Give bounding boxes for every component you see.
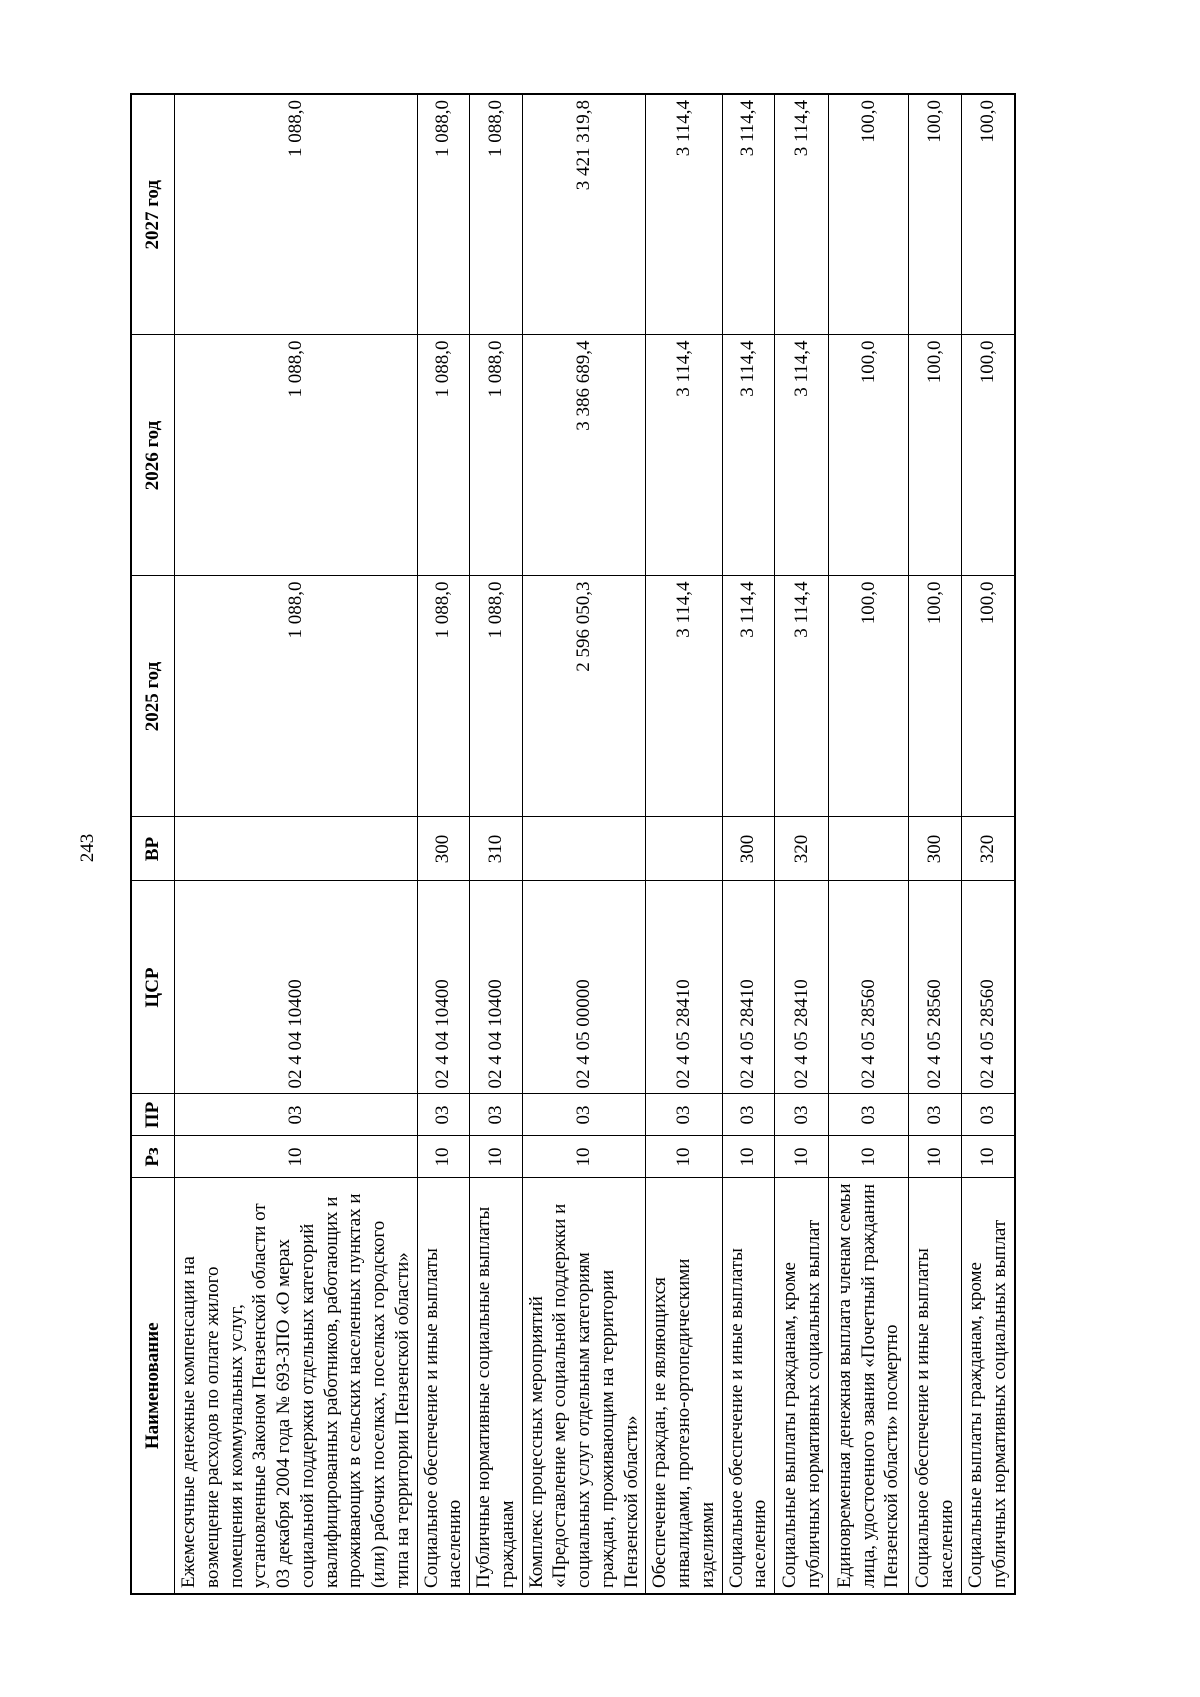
cell-vr (829, 817, 909, 881)
cell-csr: 02 4 04 10400 (175, 881, 418, 1094)
cell-name: Социальное обеспечение и иные выплаты населению (417, 1178, 470, 1594)
cell-pr: 03 (646, 1094, 722, 1136)
cell-2025: 3 114,4 (722, 576, 775, 817)
cell-2026: 3 114,4 (722, 335, 775, 576)
cell-rz: 10 (646, 1136, 722, 1178)
cell-rz: 10 (909, 1136, 962, 1178)
table-row (909, 94, 962, 1594)
cell-2025: 100,0 (829, 576, 909, 817)
header-2025: 2025 год (131, 576, 175, 817)
cell-pr: 03 (775, 1094, 829, 1136)
cell-csr: 02 4 05 28410 (646, 881, 722, 1094)
cell-pr: 03 (470, 1094, 523, 1136)
cell-pr: 03 (522, 1094, 646, 1136)
cell-2027: 1 088,0 (470, 94, 523, 335)
cell-2026: 100,0 (909, 335, 962, 576)
cell-vr: 300 (909, 817, 962, 881)
cell-rz: 10 (175, 1136, 418, 1178)
cell-rz: 10 (417, 1136, 470, 1178)
page-number: 243 (77, 833, 98, 863)
cell-pr: 03 (417, 1094, 470, 1136)
cell-rz: 10 (470, 1136, 523, 1178)
cell-name: Публичные нормативные социальные выплаты гражданам (470, 1178, 523, 1594)
cell-2026: 3 114,4 (646, 335, 722, 576)
cell-vr: 310 (470, 817, 523, 881)
table-wrapper (130, 95, 1010, 1595)
cell-vr: 320 (775, 817, 829, 881)
cell-rz: 10 (522, 1136, 646, 1178)
cell-2025: 3 114,4 (775, 576, 829, 817)
cell-2025: 2 596 050,3 (522, 576, 646, 817)
header-csr: ЦСР (131, 881, 175, 1094)
cell-pr: 03 (175, 1094, 418, 1136)
cell-vr: 320 (961, 817, 1015, 881)
cell-2025: 100,0 (909, 576, 962, 817)
cell-name: Комплекс процессных мероприятий «Предоставление мер социальной поддержки и социальных услуг отдельным категориям граждан, проживающим на территории Пензенской области» (522, 1178, 646, 1594)
cell-vr: 300 (722, 817, 775, 881)
table-header-row (131, 94, 175, 1594)
table-row (470, 94, 523, 1594)
cell-rz: 10 (829, 1136, 909, 1178)
cell-name: Социальное обеспечение и иные выплаты населению (722, 1178, 775, 1594)
cell-pr: 03 (829, 1094, 909, 1136)
cell-csr: 02 4 05 28560 (909, 881, 962, 1094)
cell-2026: 3 114,4 (775, 335, 829, 576)
cell-2026: 1 088,0 (175, 335, 418, 576)
cell-csr: 02 4 05 00000 (522, 881, 646, 1094)
budget-table (130, 93, 1016, 1595)
table-row (961, 94, 1015, 1594)
cell-vr: 300 (417, 817, 470, 881)
cell-2027: 3 114,4 (646, 94, 722, 335)
cell-2026: 1 088,0 (417, 335, 470, 576)
header-vr: ВР (131, 817, 175, 881)
cell-name: Социальные выплаты гражданам, кроме публичных нормативных социальных выплат (775, 1178, 829, 1594)
cell-vr (522, 817, 646, 881)
cell-2026: 100,0 (961, 335, 1015, 576)
cell-csr: 02 4 05 28410 (775, 881, 829, 1094)
table-row (175, 94, 418, 1594)
header-name: Наименование (131, 1178, 175, 1594)
cell-rz: 10 (961, 1136, 1015, 1178)
cell-name: Обеспечение граждан, не являющихся инвалидами, протезно-ортопедическими изделиями (646, 1178, 722, 1594)
cell-2026: 3 386 689,4 (522, 335, 646, 576)
cell-csr: 02 4 05 28410 (722, 881, 775, 1094)
cell-pr: 03 (722, 1094, 775, 1136)
cell-name: Социальное обеспечение и иные выплаты населению (909, 1178, 962, 1594)
cell-2025: 1 088,0 (175, 576, 418, 817)
cell-vr (175, 817, 418, 881)
cell-pr: 03 (961, 1094, 1015, 1136)
header-2026: 2026 год (131, 335, 175, 576)
table-row (829, 94, 909, 1594)
cell-pr: 03 (909, 1094, 962, 1136)
table-row (522, 94, 646, 1594)
table-row (775, 94, 829, 1594)
cell-csr: 02 4 04 10400 (470, 881, 523, 1094)
cell-2027: 100,0 (961, 94, 1015, 335)
cell-name: Единовременная денежная выплата членам семьи лица, удостоенного звания «Почетный гражданин Пензенской области» посмертно (829, 1178, 909, 1594)
cell-2026: 100,0 (829, 335, 909, 576)
cell-2026: 1 088,0 (470, 335, 523, 576)
cell-2025: 3 114,4 (646, 576, 722, 817)
cell-2027: 3 114,4 (722, 94, 775, 335)
cell-2025: 1 088,0 (470, 576, 523, 817)
cell-csr: 02 4 04 10400 (417, 881, 470, 1094)
cell-name: Ежемесячные денежные компенсации на возмещение расходов по оплате жилого помещения и коммунальных услуг, установленные Законом Пензенской области от 03 декабря 2004 года № 693-ЗПО «О мерах социальной поддержки отдельных категорий квалифицированных работников, работающих и проживающих в сельских населенных пунктах и (или) рабочих поселках, поселках городского типа на территории Пензенской области» (175, 1178, 418, 1594)
table-row (722, 94, 775, 1594)
cell-csr: 02 4 05 28560 (961, 881, 1015, 1094)
cell-rz: 10 (722, 1136, 775, 1178)
cell-csr: 02 4 05 28560 (829, 881, 909, 1094)
cell-rz: 10 (775, 1136, 829, 1178)
cell-2027: 3 114,4 (775, 94, 829, 335)
cell-vr (646, 817, 722, 881)
cell-name: Социальные выплаты гражданам, кроме публичных нормативных социальных выплат (961, 1178, 1015, 1594)
cell-2027: 1 088,0 (175, 94, 418, 335)
cell-2025: 100,0 (961, 576, 1015, 817)
cell-2025: 1 088,0 (417, 576, 470, 817)
cell-2027: 100,0 (909, 94, 962, 335)
cell-2027: 100,0 (829, 94, 909, 335)
header-pr: ПР (131, 1094, 175, 1136)
table-row (417, 94, 470, 1594)
header-rz: Рз (131, 1136, 175, 1178)
table-row (646, 94, 722, 1594)
header-2027: 2027 год (131, 94, 175, 335)
cell-2027: 1 088,0 (417, 94, 470, 335)
cell-2027: 3 421 319,8 (522, 94, 646, 335)
